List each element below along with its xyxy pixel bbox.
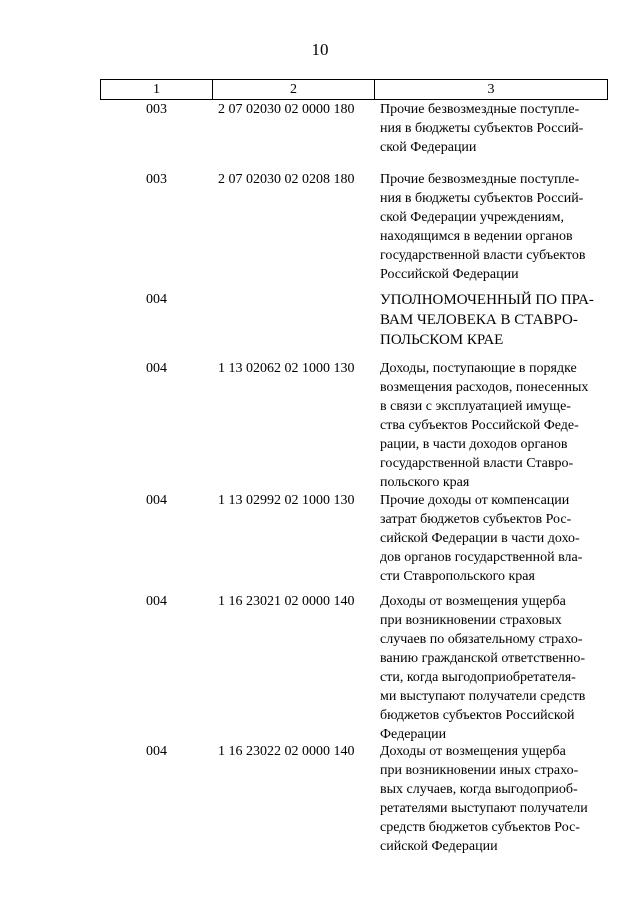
- budget-classification-code: 2 07 02030 02 0000 180: [218, 102, 355, 117]
- budget-classification-code: 1 13 02992 02 1000 130: [218, 493, 355, 508]
- header-column-1: 1: [101, 80, 213, 99]
- description-line: находящимся в ведении органов: [380, 229, 573, 244]
- description-line: государственной власти субъектов: [380, 248, 586, 263]
- description-line: сийской Федерации: [380, 839, 498, 854]
- description-line: Прочие доходы от компенсации: [380, 493, 570, 508]
- description-line: Прочие безвозмездные поступле-: [380, 102, 580, 117]
- table-header: [100, 79, 608, 100]
- description-line: при возникновении страховых: [380, 613, 562, 628]
- description-line: в связи с эксплуатацией имуще-: [380, 399, 571, 414]
- description-line: ретателями выступают получатели: [380, 801, 588, 816]
- description-line: Доходы от возмещения ущерба: [380, 594, 566, 609]
- description-line: ПОЛЬСКОМ КРАЕ: [380, 332, 504, 348]
- admin-code: 004: [146, 361, 167, 376]
- admin-code: 004: [146, 292, 167, 307]
- row-description: [380, 359, 608, 492]
- description-line: Доходы, поступающие в порядке: [380, 361, 577, 376]
- budget-classification-code: 2 07 02030 02 0208 180: [218, 172, 355, 187]
- description-line: УПОЛНОМОЧЕННЫЙ ПО ПРА-: [380, 292, 594, 308]
- description-line: дов органов государственной вла-: [380, 550, 583, 565]
- description-line: ства субъектов Российской Феде-: [380, 418, 579, 433]
- row-description: [380, 491, 608, 586]
- description-line: затрат бюджетов субъектов Рос-: [380, 512, 572, 527]
- description-line: государственной власти Ставро-: [380, 456, 574, 471]
- description-line: бюджетов субъектов Российской: [380, 708, 575, 723]
- row-description: [380, 592, 608, 744]
- page-number: 10: [311, 40, 329, 59]
- budget-classification-code: 1 13 02062 02 1000 130: [218, 361, 355, 376]
- description-line: ния в бюджеты субъектов Россий-: [380, 121, 584, 136]
- header-column-2: 2: [213, 80, 375, 99]
- description-line: ской Федерации: [380, 140, 477, 155]
- admin-code: 004: [146, 493, 167, 508]
- description-line: сти, когда выгодоприобретателя-: [380, 670, 576, 685]
- row-description: [380, 290, 608, 350]
- description-line: Российской Федерации: [380, 267, 519, 282]
- admin-code: 003: [146, 172, 167, 187]
- budget-classification-code: 1 16 23021 02 0000 140: [218, 594, 355, 609]
- description-line: вых случаев, когда выгодоприоб-: [380, 782, 578, 797]
- description-line: сийской Федерации в части дохо-: [380, 531, 580, 546]
- description-line: рации, в части доходов органов: [380, 437, 568, 452]
- description-line: сти Ставропольского края: [380, 569, 535, 584]
- admin-code: 003: [146, 102, 167, 117]
- admin-code: 004: [146, 744, 167, 759]
- description-line: при возникновении иных страхо-: [380, 763, 579, 778]
- description-line: Прочие безвозмездные поступле-: [380, 172, 580, 187]
- description-line: ской Федерации учреждениям,: [380, 210, 564, 225]
- header-column-3: 3: [487, 81, 495, 97]
- description-line: ВАМ ЧЕЛОВЕКА В СТАВРО-: [380, 312, 578, 328]
- description-line: польского края: [380, 475, 470, 490]
- description-line: возмещения расходов, понесенных: [380, 380, 589, 395]
- row-description: [380, 742, 608, 856]
- description-line: ванию гражданской ответственно-: [380, 651, 586, 666]
- description-line: ния в бюджеты субъектов Россий-: [380, 191, 584, 206]
- budget-classification-code: 1 16 23022 02 0000 140: [218, 744, 355, 759]
- description-line: Федерации: [380, 727, 447, 742]
- description-line: Доходы от возмещения ущерба: [380, 744, 566, 759]
- row-description: [380, 170, 608, 284]
- description-line: ми выступают получатели средств: [380, 689, 586, 704]
- description-line: случаев по обязательному страхо-: [380, 632, 583, 647]
- description-line: средств бюджетов субъектов Рос-: [380, 820, 580, 835]
- row-description: [380, 100, 608, 157]
- admin-code: 004: [146, 594, 167, 609]
